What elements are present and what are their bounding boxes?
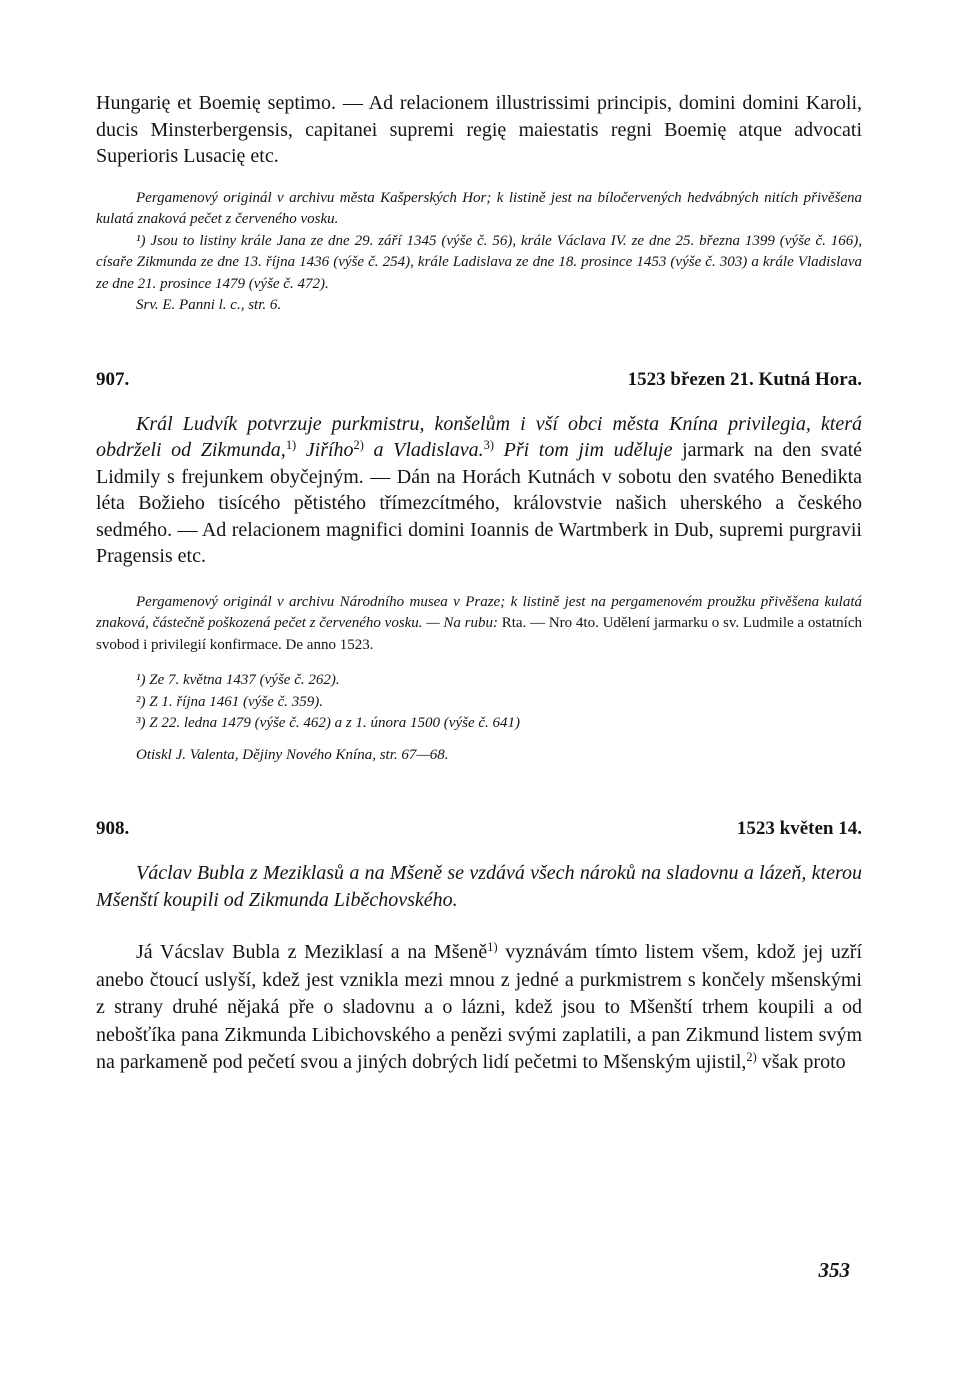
entry-907-sup-2: 2) bbox=[353, 438, 364, 453]
entry-907-regest-d: Při tom jim uděluje bbox=[494, 439, 673, 461]
entry-908-header bbox=[96, 818, 862, 840]
entry-907-source-note bbox=[96, 592, 862, 657]
entry-907-footnote-2: ²) Z 1. října 1461 (výše č. 359). bbox=[136, 693, 323, 710]
entry-907-source-rest: Rta. — Nro 4to. Udělení jarmarku o sv. Ludmile a ostatních svobod i privilegií konfirmace. De anno 1523. bbox=[96, 615, 862, 653]
entry-907-regest-b: Jiřího bbox=[296, 439, 354, 461]
entry-908-text-a: Já Vácslav Bubla z Meziklasí a na Mšeně bbox=[136, 941, 488, 963]
entry-908-sup-2: 2) bbox=[746, 1050, 757, 1065]
top-footnote-1: ¹) Jsou to listiny krále Jana ze dne 29. září 1345 (výše č. 56), krále Václava IV. ze dne 25. března 1399 (výše č. 166), císaře Zikmunda ze dne 13. října 1436 (výše č. 254), krále Ladislava ze dne 18. prosince 1453 (výše č. 303) a krále Vladislava ze dne 21. prosince 1479 (výše č. 472). bbox=[96, 232, 862, 292]
entry-908-date-place: 1523 květen 14. bbox=[736, 818, 862, 839]
entry-907-sup-1: 1) bbox=[285, 438, 297, 453]
entry-908-number: 908. bbox=[96, 818, 130, 839]
entry-908-text bbox=[96, 939, 862, 1077]
entry-907-footnote-3: ³) Z 22. ledna 1479 (výše č. 462) a z 1. února 1500 (výše č. 641) bbox=[136, 715, 521, 731]
entry-907-regest-and-text bbox=[96, 411, 862, 570]
entry-907-footnote-1: ¹) Ze 7. května 1437 (výše č. 262). bbox=[136, 672, 340, 688]
document-page bbox=[96, 90, 862, 1077]
entry-908-text-c: však proto bbox=[756, 1051, 846, 1073]
entry-908-regest: Václav Bubla z Meziklasů a na Mšeně se vzdává všech nároků na sladovnu a lázeň, kterou Mšenští koupili od Zikmunda Liběchovského. bbox=[96, 862, 862, 911]
entry-908-text-b: vyznávám tímto listem všem, kdož jej uzří anebo čtoucí uslyší, kdež jest vznikla mezi mnou z jedné a purkmistrem s končely mšenskými z strany druhé nějaká pře o sladovnu a o lázni, kdež jsou to Mšenští trhem koupili a od nebošťíka pana Zikmunda Libichovského a penězi svými zaplatili, a pan Zikmund listem svým na parkameně pod pečetí svou a jiných dobrých lidí pečetmi to Mšenským ujistil, bbox=[96, 941, 862, 1073]
entry-907-printed-reference: Otiskl J. Valenta, Dějiny Nového Knína, str. 67—68. bbox=[136, 746, 449, 763]
page-number: 353 bbox=[818, 1258, 850, 1282]
entry-907-text: jarmark na den svaté Lidmily s frejunkem obyčejným. — Dán na Horách Kutnách v sobotu den svatého Benedikta léta Božieho tisícého pětistého třímezcítmého, královstvie našich uherského a českého sedmého. — Ad relacionem magnifici domini Ioannis de Wartmberk in Dub, supremi purgravii Pragensis etc. bbox=[96, 439, 863, 567]
entry-907-number: 907. bbox=[96, 368, 130, 390]
entry-907-sup-3: 3) bbox=[483, 438, 494, 453]
top-paragraph: Hungarię et Boemię septimo. — Ad relacionem illustrissimi principis, domini domini Karoli, ducis Minsterbergensis, capitanei supremi regię maiestatis regni Boemię atque advocati Superioris Lusacię etc. bbox=[96, 92, 862, 167]
entry-907-header bbox=[96, 369, 862, 391]
entry-907-source-italic: Pergamenový originál v archivu Národního musea v Praze; k listině jest na pergamenovém proužku přivěšena kulatá znaková, částečně poškozená pečet z červeného vosku. — Na rubu: bbox=[96, 593, 862, 631]
top-notes bbox=[96, 188, 862, 317]
entry-907-date-place: 1523 březen 21. Kutná Hora. bbox=[627, 368, 862, 390]
top-source-note: Pergamenový originál v archivu města Kašperských Hor; k listině jest na bíločervených hedvábných nitích přivěšena kulatá znaková pečet z červeného vosku. bbox=[96, 189, 862, 227]
entry-907-regest-c: a Vladislava. bbox=[363, 439, 484, 461]
entry-907-footnotes bbox=[96, 670, 862, 735]
top-reference: Srv. E. Panni l. c., str. 6. bbox=[136, 297, 282, 313]
entry-907-regest-a: Král Ludvík potvrzuje purkmistru, konšelům i vší obci města Knína privilegia, která obdrželi od Zikmunda, bbox=[96, 412, 862, 461]
entry-908-sup-1: 1) bbox=[487, 940, 498, 955]
